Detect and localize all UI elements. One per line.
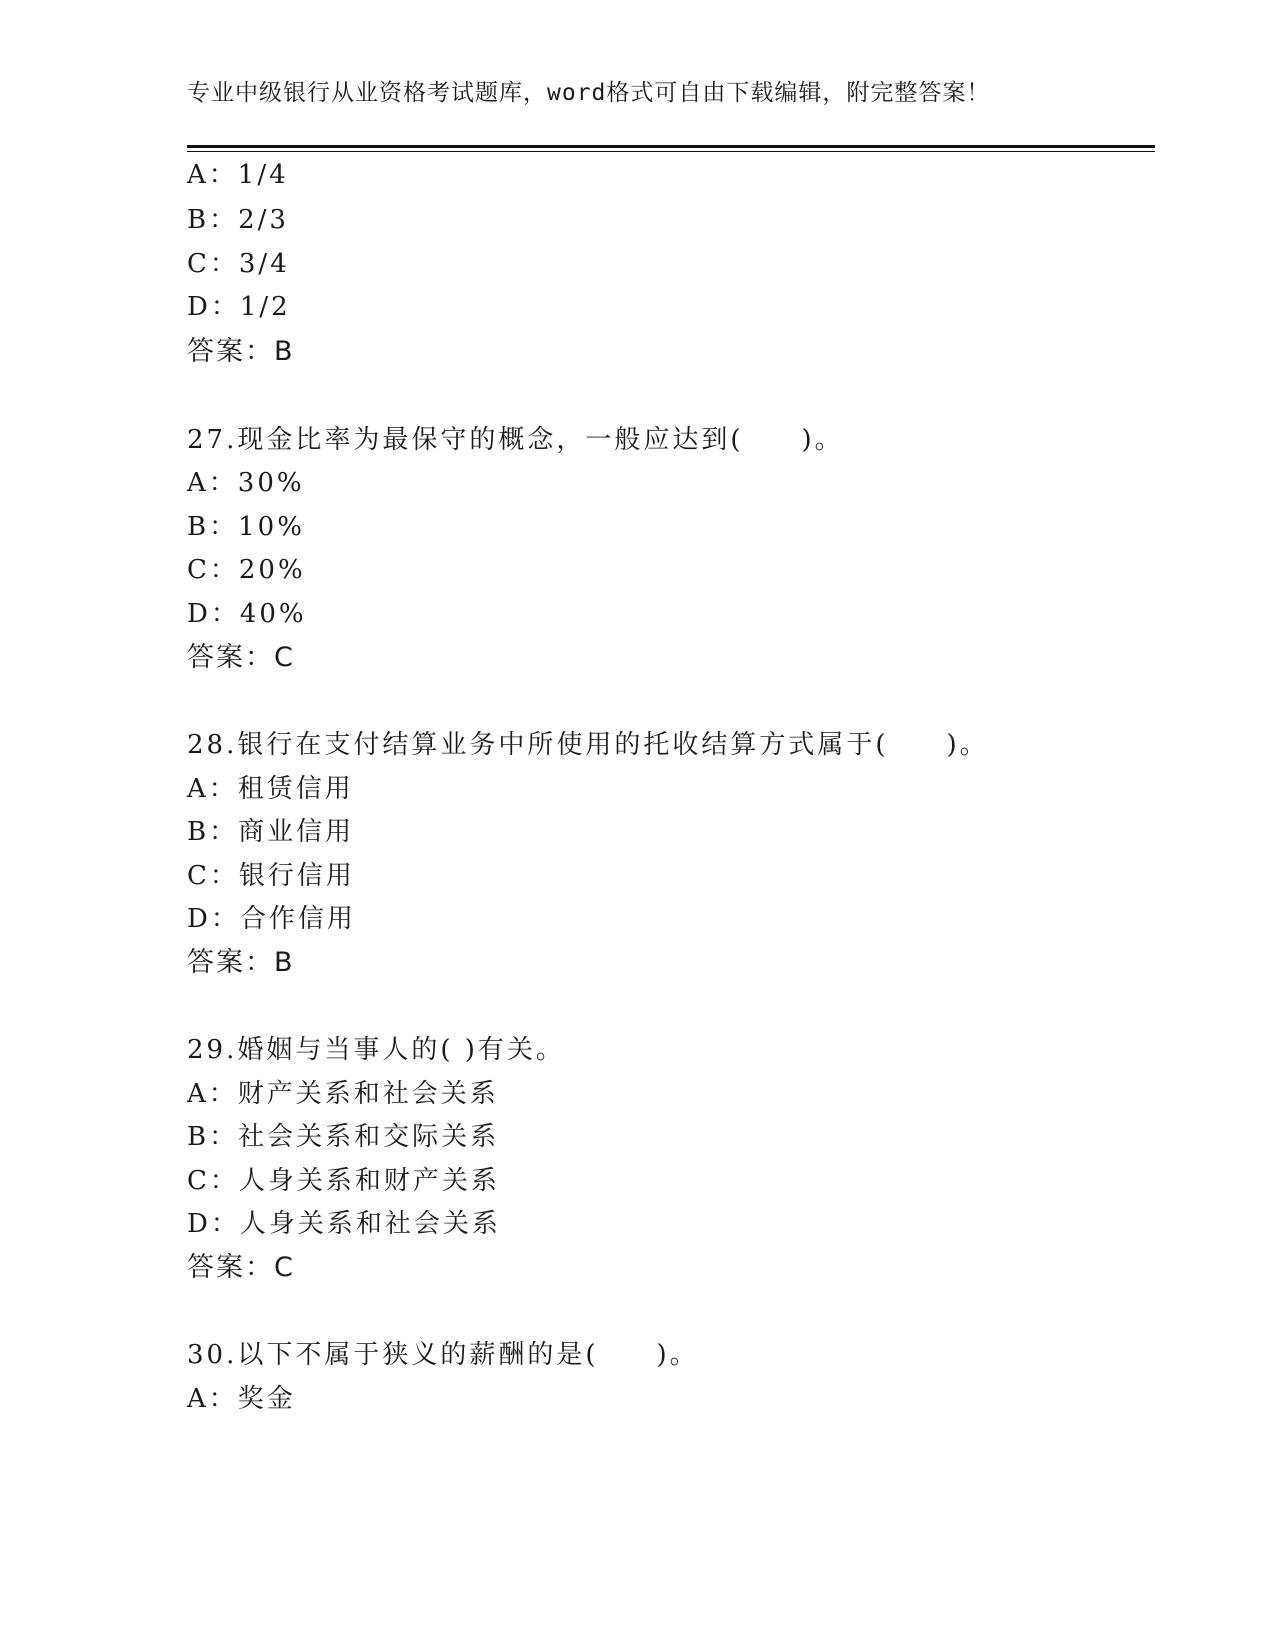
header-rule-thick [187,145,1155,148]
option-b: B：2/3 [187,205,289,235]
option-d: D：40% [187,599,307,629]
option-a: A：1/4 [187,160,289,190]
answer-line: 答案：C [187,1252,295,1283]
option-c: C：3/4 [187,249,290,279]
page-header: 专业中级银行从业资格考试题库，word格式可自由下载编辑，附完整答案！ [187,80,991,106]
answer-line: 答案：B [187,947,295,978]
option-b: B：10% [187,512,305,542]
option-a: A：财产关系和社会关系 [187,1079,499,1109]
option-c: C：人身关系和财产关系 [187,1166,500,1196]
option-a: A：30% [187,468,305,498]
answer-line: 答案：B [187,336,295,367]
option-d: D：人身关系和社会关系 [187,1209,501,1239]
question-text: 30.以下不属于狭义的薪酬的是( )。 [187,1340,699,1370]
option-b: B：商业信用 [187,817,355,847]
option-a: A：租赁信用 [187,774,354,804]
option-a: A：奖金 [187,1384,296,1414]
option-d: D：合作信用 [187,904,356,934]
option-b: B：社会关系和交际关系 [187,1122,500,1152]
option-c: C：银行信用 [187,861,355,891]
header-rule-thin [187,151,1155,152]
question-text: 29.婚姻与当事人的( )有关。 [187,1035,565,1065]
option-c: C：20% [187,555,306,585]
answer-line: 答案：C [187,642,295,673]
question-text: 28.银行在支付结算业务中所使用的托收结算方式属于( )。 [187,730,989,760]
question-text: 27.现金比率为最保守的概念，一般应达到( )。 [187,425,844,455]
option-d: D：1/2 [187,292,291,322]
